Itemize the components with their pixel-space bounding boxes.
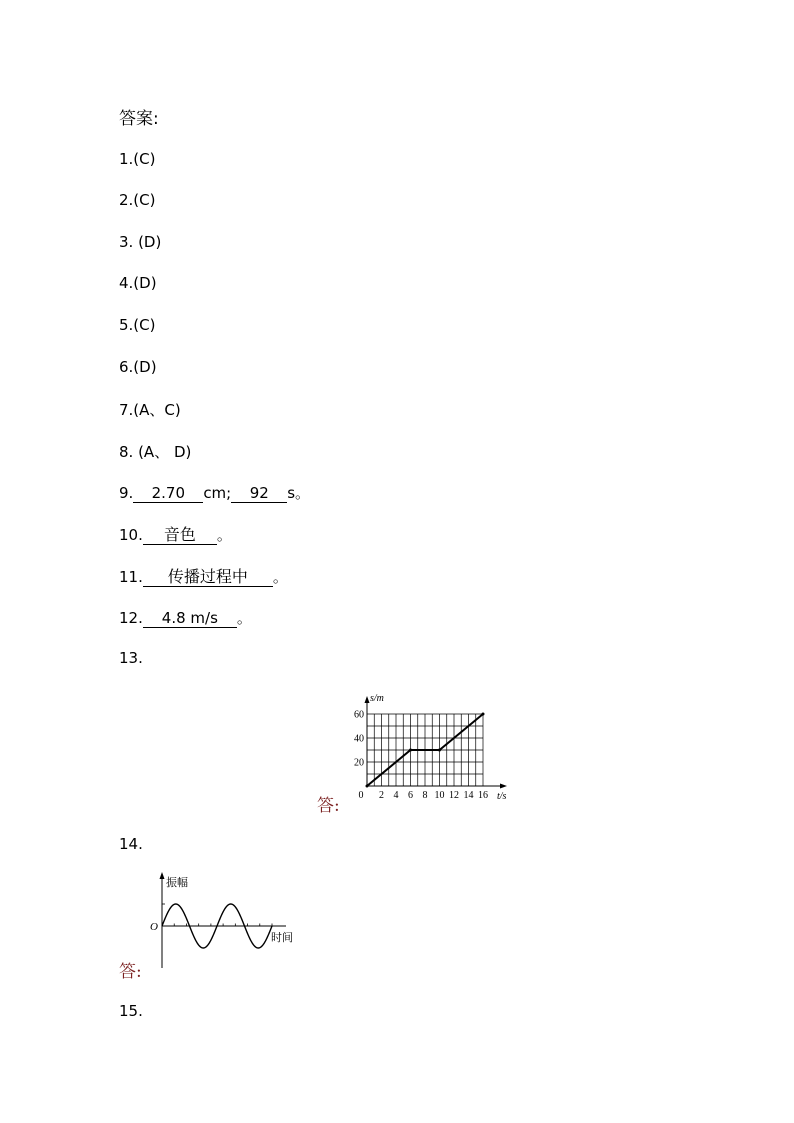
x-tick-label: 6 <box>408 790 413 801</box>
answer-13: 13. <box>119 649 143 667</box>
x-axis-label: t/s <box>497 791 507 802</box>
fill-blank: 2.70 <box>133 484 203 503</box>
origin-label: O <box>150 921 158 933</box>
answer-8: 8. (A、 D) <box>119 443 192 461</box>
y-axis-label: 振幅 <box>166 877 188 889</box>
y-tick-label: 60 <box>354 709 364 721</box>
answer-10 <box>119 525 232 545</box>
x-tick-label: 0 <box>358 790 364 801</box>
answer-5: 5.(C) <box>119 316 156 334</box>
question-number: 10. <box>119 526 143 544</box>
answer-label: 答: <box>119 962 142 982</box>
answer-3: 3. (D) <box>119 233 162 251</box>
question-number: 11. <box>119 568 143 586</box>
y-axis-arrow <box>365 696 370 703</box>
answer-9 <box>119 483 310 503</box>
unit-text: cm; <box>203 484 232 502</box>
data-point <box>409 749 412 752</box>
answer-1: 1.(C) <box>119 150 156 168</box>
fill-blank: 92 <box>231 484 287 503</box>
answer-6: 6.(D) <box>119 358 157 376</box>
page-title: 答案: <box>119 109 159 129</box>
y-axis-label: s/m <box>370 693 384 704</box>
x-tick-label: 16 <box>478 790 488 801</box>
x-tick-label: 2 <box>379 790 384 801</box>
end-text: 。 <box>272 568 288 586</box>
data-point <box>482 713 485 716</box>
x-tick-label: 8 <box>422 790 428 801</box>
answer-4: 4.(D) <box>119 274 157 292</box>
y-axis-arrow <box>160 872 165 879</box>
end-text: 。 <box>236 609 252 627</box>
x-axis-label: 时间 <box>271 932 293 944</box>
end-text: 。 <box>216 526 232 544</box>
data-point <box>366 785 369 788</box>
y-tick-label: 20 <box>354 757 364 769</box>
answer-7: 7.(A、C) <box>119 401 181 419</box>
distance-time-graph <box>350 690 510 810</box>
answer-11 <box>119 567 288 587</box>
fill-blank: 传播过程中 <box>143 568 273 587</box>
x-tick-label: 10 <box>434 790 445 801</box>
question-number: 9. <box>119 484 134 502</box>
unit-text: s。 <box>287 484 311 502</box>
x-tick-label: 14 <box>463 790 474 801</box>
amplitude-time-plot <box>150 872 293 968</box>
x-tick-label: 12 <box>449 790 459 801</box>
answer-15: 15. <box>119 1002 143 1020</box>
answer-2: 2.(C) <box>119 191 156 209</box>
question-number: 12. <box>119 609 143 627</box>
answer-14: 14. <box>119 835 143 853</box>
distance-time-plot <box>354 693 507 802</box>
answer-12 <box>119 608 252 628</box>
fill-blank: 4.8 m/s <box>143 609 237 628</box>
x-tick-label: 4 <box>393 790 399 801</box>
x-axis-arrow <box>500 784 507 789</box>
fill-blank: 音色 <box>143 526 217 545</box>
data-point <box>438 749 441 752</box>
answer-label: 答: <box>317 796 340 816</box>
amplitude-time-graph <box>145 872 305 972</box>
y-tick-label: 40 <box>354 733 364 745</box>
